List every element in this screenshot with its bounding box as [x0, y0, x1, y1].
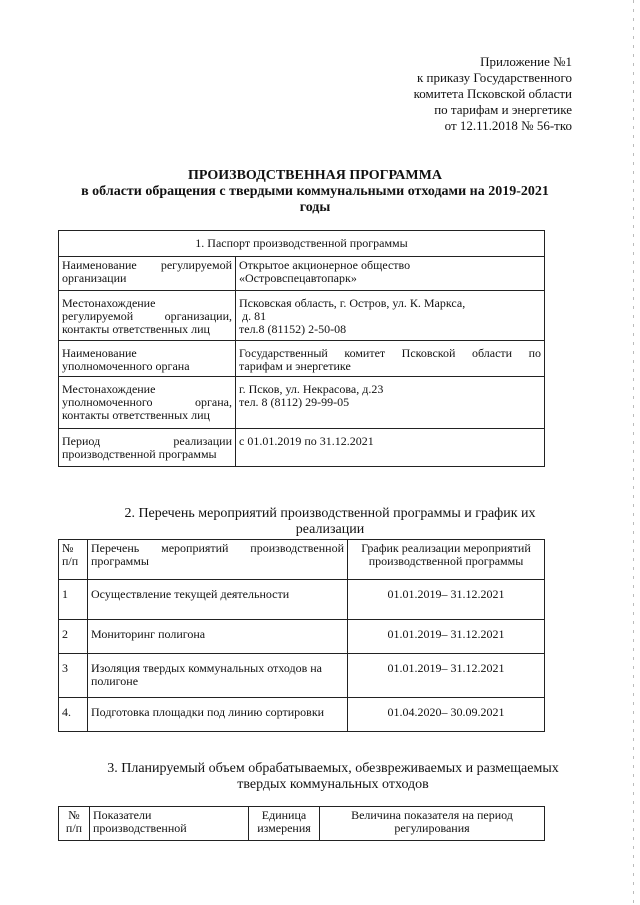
passport-header-row	[59, 231, 545, 257]
header-line: Показатели	[93, 808, 152, 822]
row-schedule: 01.01.2019– 31.12.2021	[348, 580, 545, 620]
header-line: Единица	[261, 808, 307, 822]
passport-label	[59, 377, 236, 429]
section3-title	[88, 761, 578, 793]
header-line: программы	[91, 554, 149, 568]
label-line: регулируемой организации,	[62, 309, 232, 323]
scan-edge-artifact	[633, 0, 634, 905]
subtitle-line: годы	[299, 200, 331, 215]
table-row	[59, 654, 545, 698]
table-row	[59, 698, 545, 732]
col-header-name	[88, 540, 348, 580]
passport-label	[59, 257, 236, 291]
row-name-line: полигоне	[91, 674, 139, 688]
header-line: Величина показателя на период	[351, 808, 513, 822]
label-line: контакты ответственных лиц	[62, 322, 210, 336]
col-header-num	[59, 540, 88, 580]
label-line: уполномоченного органа,	[62, 395, 232, 409]
appendix-line: Приложение №1	[480, 54, 572, 69]
value-line: Открытое акционерное общество	[239, 258, 411, 272]
passport-label	[59, 429, 236, 467]
passport-table	[58, 230, 545, 467]
col-header-schedule	[348, 540, 545, 580]
value-line: г. Псков, ул. Некрасова, д.23	[239, 382, 384, 396]
label-line: уполномоченного органа	[62, 359, 190, 373]
header-line: График реализации мероприятий	[361, 541, 531, 555]
table-row	[59, 257, 545, 291]
row-name	[88, 654, 348, 698]
value-line: Псковская область, г. Остров, ул. К. Маркса,	[239, 296, 466, 310]
appendix-line: по тарифам и энергетике	[434, 102, 572, 117]
header-line: №	[68, 808, 80, 822]
section2-title	[95, 506, 565, 538]
value-line: Государственный комитет Псковской области по	[239, 346, 541, 360]
row-num: 2	[59, 620, 88, 654]
header-line: измерения	[257, 821, 311, 835]
row-schedule: 01.01.2019– 31.12.2021	[348, 654, 545, 698]
row-name: Подготовка площадки под линию сортировки	[88, 698, 348, 732]
table-row	[59, 620, 545, 654]
table-row	[59, 377, 545, 429]
section-title-line: реализации	[295, 522, 365, 537]
appendix-date: от 12.11.2018 № 56-тко	[444, 118, 572, 133]
col-header-num	[59, 807, 90, 841]
value-line: тел.8 (81152) 2-50-08	[239, 322, 347, 336]
row-name: Осуществление текущей деятельности	[88, 580, 348, 620]
label-line: Период реализации	[62, 434, 232, 448]
header-line: регулирования	[394, 821, 470, 835]
col-header-indicators	[90, 807, 249, 841]
passport-label	[59, 341, 236, 377]
appendix-block	[414, 54, 572, 134]
passport-label	[59, 291, 236, 341]
row-num: 4.	[59, 698, 88, 732]
col-header-unit	[249, 807, 320, 841]
label-line: контакты ответственных лиц	[62, 408, 210, 422]
label-line: Наименование	[62, 346, 137, 360]
label-line: Наименование регулируемой	[62, 258, 232, 272]
passport-header: 1. Паспорт производственной программы	[59, 231, 545, 257]
header-line: №	[62, 541, 74, 555]
appendix-line: комитета Псковской области	[413, 86, 572, 101]
subtitle-line: в области обращения с твердыми коммунальными отходами на 2019-2021	[81, 184, 549, 199]
passport-value	[236, 377, 545, 429]
row-num: 1	[59, 580, 88, 620]
table-header-row	[59, 540, 545, 580]
label-line: производственной программы	[62, 447, 217, 461]
header-line: производственной	[93, 821, 187, 835]
row-num: 3	[59, 654, 88, 698]
document-subtitle	[55, 184, 575, 216]
row-schedule: 01.01.2019– 31.12.2021	[348, 620, 545, 654]
section-title-line: 2. Перечень мероприятий производственной программы и график их	[124, 506, 536, 521]
row-name: Мониторинг полигона	[88, 620, 348, 654]
header-line: производственной программы	[368, 554, 524, 568]
value-line: с 01.01.2019 по 31.12.2021	[239, 434, 374, 448]
volume-table	[58, 806, 545, 841]
value-line: тарифам и энергетике	[239, 359, 351, 373]
table-header-row	[59, 807, 545, 841]
table-row	[59, 429, 545, 467]
table-row	[59, 580, 545, 620]
header-line: Перечень мероприятий производственной	[91, 541, 344, 555]
table-row	[59, 341, 545, 377]
row-schedule: 01.04.2020– 30.09.2021	[348, 698, 545, 732]
header-line: п/п	[65, 821, 83, 835]
value-line: «Островспецавтопарк»	[239, 271, 357, 285]
document-title: ПРОИЗВОДСТВЕННАЯ ПРОГРАММА	[188, 168, 442, 183]
header-line: п/п	[62, 554, 79, 568]
label-line: организации	[62, 271, 127, 285]
label-line: Местонахождение	[62, 382, 156, 396]
passport-value	[236, 291, 545, 341]
section-title-line: 3. Планируемый объем обрабатываемых, обезвреживаемых и размещаемых	[107, 761, 559, 776]
table-row	[59, 291, 545, 341]
passport-value	[236, 257, 545, 291]
passport-value	[236, 429, 545, 467]
value-line: тел. 8 (8112) 29-99-05	[239, 395, 350, 409]
value-line: д. 81	[239, 309, 267, 323]
appendix-line: к приказу Государственного	[416, 70, 572, 85]
activities-table	[58, 539, 545, 732]
label-line: Местонахождение	[62, 296, 156, 310]
section-title-line: твердых коммунальных отходов	[237, 777, 429, 792]
passport-value	[236, 341, 545, 377]
row-name-line: Изоляция твердых коммунальных отходов на	[91, 661, 323, 675]
col-header-value	[320, 807, 545, 841]
